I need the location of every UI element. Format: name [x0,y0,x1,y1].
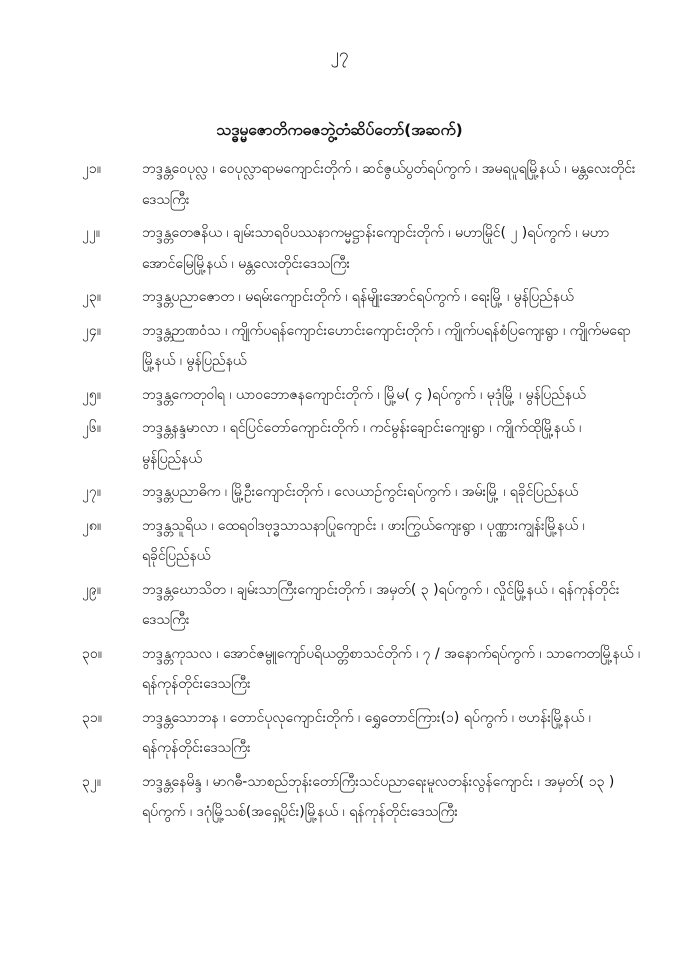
item-number: ၂၃။ [82,289,101,305]
section-heading: သဒ္ဓမ္မဇောတိကဓဇဘွဲ့တံဆိပ်တော်(အဆက်) [216,121,463,139]
item-text: ဘဒ္ဒန္တပညာဓိက ၊ မြို့ဦးကျောင်းတိုက် ၊ လေယာဉ်ကွင်းရပ်ကွက် ၊ အမ်းမြို့ ၊ ရခိုင်ပြည်နယ် [142,484,579,500]
item-number: ၂၁။ [82,161,101,177]
item-text: ဘဒ္ဒန္တသောဘန ၊ တောင်ပုလုကျောင်းတိုက် ၊ ရွှေတောင်ကြား(၁) ရပ်ကွက် ၊ ဗဟန်းမြို့နယ် ၊ ရန်ကုန်တိုင်းဒေသကြီး [142,709,591,756]
list-item [82,639,642,700]
list-item [82,477,642,508]
list-item [82,154,642,215]
list-item [82,316,642,377]
item-text: ဘဒ္ဒန္တတေဇနိယ ၊ ချမ်းသာရဝိပဿနာကမ္မဋ္ဌာန်းကျောင်းတိုက် ၊ မဟာမြိုင်( ၂ )ရပ်ကွက် ၊ မဟာအောင်မြေမြို့နယ် ၊ မန္တလေးတိုင်းဒေသကြီး [142,225,610,272]
list-item [82,511,642,572]
list-item [82,767,642,828]
item-number: ၂၉။ [82,581,101,598]
item-number: ၂၅။ [82,386,101,403]
item-number: ၂၇။ [82,484,101,500]
item-number: ၂၆။ [82,420,101,436]
item-text: ဘဒ္ဒန္တသူရိယ ၊ ထေရဝါဒဗုဒ္ဓသာသနာပြုကျောင်း ၊ ဖားကြွယ်ကျေးရွာ ၊ ပုဏ္ဏားကျွန်းမြို့နယ် ၊ ရခိုင်ပြည်နယ် [142,517,585,564]
list-item [82,282,642,313]
list-item [82,218,642,279]
item-number: ၂၄။ [82,322,101,339]
awardee-list [82,154,642,831]
item-number: ၂၈။ [82,517,102,534]
item-number: ၃၀။ [82,645,102,662]
item-text: ဘဒ္ဒန္တကုသလ ၊ အောင်ဇမ္ဗူကျော်ပရိယတ္တိစာသင်တိုက် ၊ ၇ / အနောက်ရပ်ကွက် ၊ သာကေတမြို့နယ် ၊ ရန်ကုန်တိုင်းဒေသကြီး [142,645,641,692]
item-text: ဘဒ္ဒန္တကေတုဝါရ ၊ ယာဝဘောဇနကျောင်းတိုက် ၊ မြို့မ( ၄ )ရပ်ကွက် ၊ မုဒုံမြို့ ၊ မွန်ပြည်နယ် [142,386,586,403]
list-item [82,413,642,474]
item-text: ဘဒ္ဒန္တဝေပုလ္လ ၊ ဝေပုလ္လာရာမကျောင်းတိုက် ၊ ဆင်ဇွယ်ပွတ်ရပ်ကွက် ၊ အမရပူရမြို့နယ် ၊ မန္တလေးတိုင်းဒေသကြီး [142,161,636,208]
item-text: ဘဒ္ဒန္တဃောသိတ ၊ ချမ်းသာကြီးကျောင်းတိုက် ၊ အမှတ်( ၃ )ရပ်ကွက် ၊ လှိုင်မြို့နယ် ၊ ရန်ကုန်တိုင်းဒေသကြီး [142,581,620,628]
list-item [82,380,642,411]
item-number: ၃၁။ [82,709,102,726]
page-number: ၂၇ [330,45,349,65]
item-number: ၃၂။ [82,773,101,790]
list-item [82,575,642,636]
item-text: ဘဒ္ဒန္တဉာဏဝံသ ၊ ကျိုက်ပရန်ကျောင်းဟောင်းကျောင်းတိုက် ၊ ကျိုက်ပရန်စံပြကျေးရွာ ၊ ကျိုက်မရောမြို့နယ် ၊ မွန်ပြည်နယ် [142,322,631,369]
item-number: ၂၂။ [82,225,100,241]
list-item [82,703,642,764]
item-text: ဘဒ္ဒန္တနေမိန္ဒ ၊ မာဂဓီ-သာစည်ဘုန်းတော်ကြီးသင်ပညာရေးမူလတန်းလွန်ကျောင်း ၊ အမှတ်( ၁၃ ) ရပ်ကွက် ၊ ဒဂုံမြို့သစ်(အရှေ့ပိုင်း)မြို့နယ် ၊ ရန်ကုန်တိုင်းဒေသကြီး [142,773,615,820]
item-text: ဘဒ္ဒန္တနန္ဒမာလာ ၊ ရင်ပြင်တော်ကျောင်းတိုက် ၊ ကင်မွန်းချောင်းကျေးရွာ ၊ ကျိုက်ထိုမြို့နယ် ၊ မွန်ပြည်နယ် [142,420,582,467]
item-text: ဘဒ္ဒန္တပညာဇောတ ၊ မရမ်းကျောင်းတိုက် ၊ ရန်မျိုးအောင်ရပ်ကွက် ၊ ရေးမြို့ ၊ မွန်ပြည်နယ် [142,289,574,305]
